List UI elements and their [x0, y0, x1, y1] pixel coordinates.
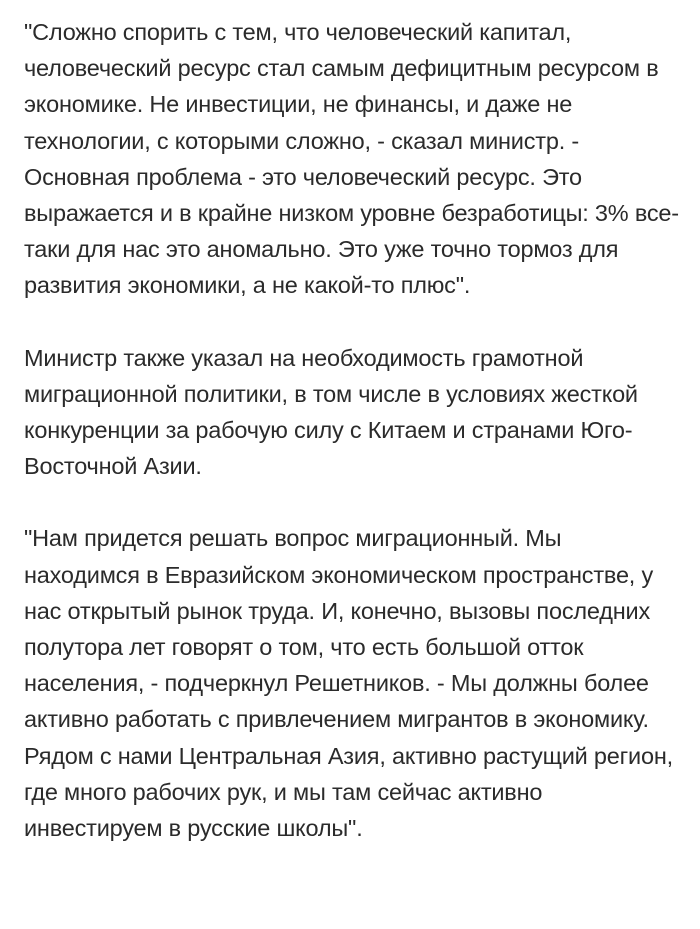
- paragraph-quote-human-capital: "Сложно спорить с тем, что человеческий капитал, человеческий ресурс стал самым дефицитным ресурсом в экономике. Не инвестиции, не финансы, и даже не технологии, с которыми сложно, - сказал министр. - Основная проблема - это человеческий ресурс. Это выражается и в крайне низком уровне безработицы: 3% все-таки для нас это аномально. Это уже точно тормоз для развития экономики, а не какой-то плюс".: [24, 19, 679, 299]
- paragraph-quote-migration: "Нам придется решать вопрос миграционный. Мы находимся в Евразийском экономическом пространстве, у нас открытый рынок труда. И, конечно, вызовы последних полутора лет говорят о том, что есть большой отток населения, - подчеркнул Решетников. - Мы должны более активно работать с привлечением мигрантов в экономику. Рядом с нами Центральная Азия, активно растущий регион, где много рабочих рук, и мы там сейчас активно инвестируем в русские школы".: [24, 525, 673, 842]
- paragraph-migration-policy: Министр также указал на необходимость грамотной миграционной политики, в том числе в условиях жесткой конкуренции за рабочую силу с Китаем и странами Юго-Восточной Азии.: [24, 344, 638, 480]
